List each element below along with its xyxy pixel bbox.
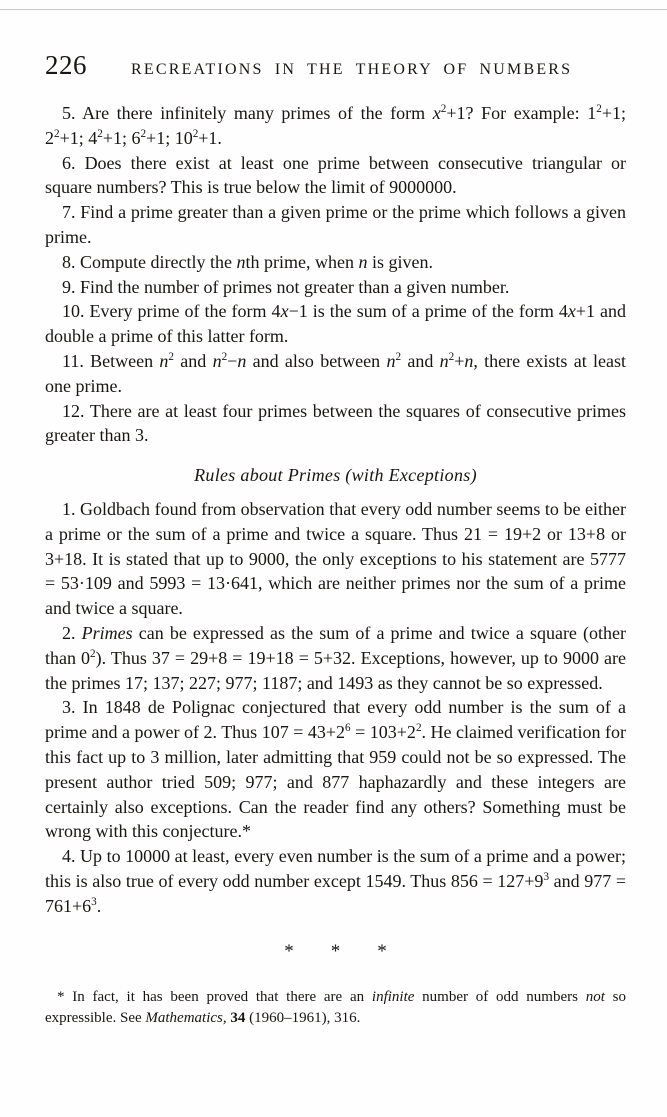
problem-item-10: 10. Every prime of the form 4x−1 is the sum of a prime of the form 4x+1 and double a prime of this latter form. <box>45 301 627 347</box>
asterisk: * <box>377 940 387 962</box>
page-header <box>45 50 626 81</box>
problem-item-7: 7. Find a prime greater than a given prime or the prime which follows a given prime. <box>45 202 626 247</box>
problem-item-12: 12. There are at least four primes between the squares of consecutive primes greater than 3. <box>45 400 626 446</box>
running-title: RECREATIONS IN THE THEORY OF NUMBERS <box>131 61 573 78</box>
asterisk-separator <box>45 940 626 964</box>
section-heading: Rules about Primes (with Exceptions) <box>194 465 477 486</box>
problems-list <box>45 101 626 448</box>
rule-item-1: 1. Goldbach found from observation that every odd number seems to be either a prime or the sum of a prime and twice a square. Thus 21 = 19+2 or 13+8 or 3+18. It is stated that up to 9000, the only exceptions to his statement are 5777 = 53·109 and 5993 = 13·641, which are neither primes nor the sum of a prime and twice a square. <box>45 498 626 619</box>
problem-item-11: 11. Between $n^2$ and $n^2-n$ and also between $n^2$ and $n^2+n$, there exists at least one prime. <box>45 350 626 396</box>
problem-item-8: 8. Compute directly the nth prime, when n is given. <box>62 251 433 272</box>
rule-item-2: 2. Primes can be expressed as the sum of a prime and twice a square (other than $0^2$). Thus 37 = 29+8 = 19+18 = 5+32. Exceptions, however, up to 9000 are the primes 17; 137; 227; 977; 1187; and 1493 as they cannot be so expressed. <box>45 622 627 693</box>
scan-edge-artifact <box>0 9 667 10</box>
page-content <box>45 50 626 1030</box>
page-number: 226 <box>45 50 87 80</box>
rules-list <box>45 497 626 919</box>
rule-item-3: 3. In 1848 de Polignac conjectured that every odd number is the sum of a prime and a power of 2. Thus $107 = 43+2^6 = 103+2^2$. He claimed verification for this fact up to 3 million, later admitting that 959 could not be so expressed. The present author tried 509; 977; and 877 haphazardly and these integers are certainly also exceptions. Can the reader find any others? Something must be wrong with this conjecture.* <box>45 697 626 842</box>
footnote: * In fact, it has been proved that there are an infinite number of odd numbers not so expressible. See Mathematics, 34 (1960–1961), 316. <box>45 988 626 1026</box>
asterisk: * <box>330 940 341 962</box>
asterisk: * <box>284 940 294 962</box>
rule-item-4: 4. Up to 10000 at least, every even number is the sum of a prime and a power; this is also true of every odd number except 1549. Thus $856 = 127+9^3$ and $977 = 761+6^3$. <box>45 846 627 916</box>
problem-item-9: 9. Find the number of primes not greater than a given number. <box>62 276 510 297</box>
problem-item-5: 5. Are there infinitely many primes of the form $x^2+1$? For example: $1^2+1$; $2^2+1$; $4^2+1$; $6^2+1$; $10^2+1$. <box>45 103 626 148</box>
page-body <box>45 101 626 1030</box>
problem-item-6: 6. Does there exist at least one prime between consecutive triangular or square numbers? This is true below the limit of 9000000. <box>45 152 626 198</box>
